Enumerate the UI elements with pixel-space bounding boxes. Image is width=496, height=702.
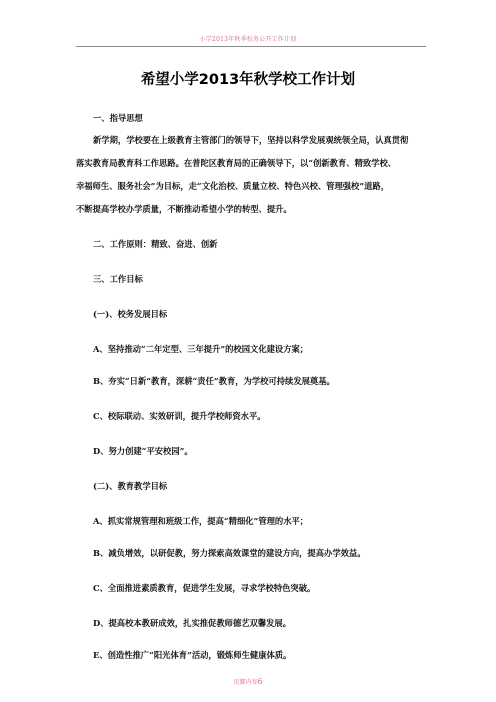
list-item: C、校际联动、实效研训，提升学校师资水平。: [93, 411, 266, 421]
list-item: B、夯实“日新”教育，深耕“责任”教育，为学校可持续发展奠基。: [93, 376, 335, 386]
section-heading-work-principles: 二、工作原则：精致、奋进、创新: [93, 239, 218, 249]
subsection-heading-teaching-goals: (二)、教育教学目标: [93, 481, 168, 491]
paragraph-line: 落实教育局教育科工作思路。在普陀区教育局的正确领导下，以“创新教育、精致学校、: [76, 158, 397, 168]
document-title: 希望小学2013年秋学校工作计划: [140, 72, 356, 88]
section-heading-work-goals: 三、工作目标: [93, 274, 143, 284]
subsection-heading-school-development: (一)、校务发展目标: [93, 309, 168, 319]
paragraph-line: 不断提高学校办学质量，不断推动希望小学的转型、提升。: [76, 204, 292, 214]
page-number: 6: [257, 677, 263, 686]
header-rule: [76, 46, 426, 47]
list-item: D、提高校本教研成效，扎实推促教师德艺双馨发展。: [93, 618, 292, 628]
list-item: A、坚持推动“二年定型、三年提升”的校园文化建设方案；: [93, 344, 309, 354]
list-item: B、减负增效，以研促教，努力探索高效课堂的建设方向，提高办学效益。: [93, 548, 366, 558]
paragraph-line: 幸福师生、服务社会”为目标，走“文化治校、质量立校、特色兴校、管理强校”道路，: [76, 181, 390, 191]
paragraph-line: 新学期，学校要在上级教育主管部门的领导下，坚持以科学发展观统领全局，认真贯彻: [93, 135, 409, 145]
section-heading-guiding-ideology: 一、指导思想: [93, 113, 143, 123]
list-item: C、全面推进素质教育，促进学生发展，寻求学校特色突破。: [93, 583, 316, 593]
list-item: D、努力创建“平安校园”。: [93, 446, 193, 456]
footer-label: 页脚内容: [233, 679, 258, 686]
running-header: 小学2013年秋季校务公开工作计划: [199, 36, 297, 43]
list-item: E、创造性推广“阳光体育”活动，锻炼师生健康体质。: [93, 650, 292, 660]
list-item: A、抓实常规管理和班级工作，提高“精细化”管理的水平；: [93, 516, 309, 526]
page-footer: [0, 677, 496, 686]
